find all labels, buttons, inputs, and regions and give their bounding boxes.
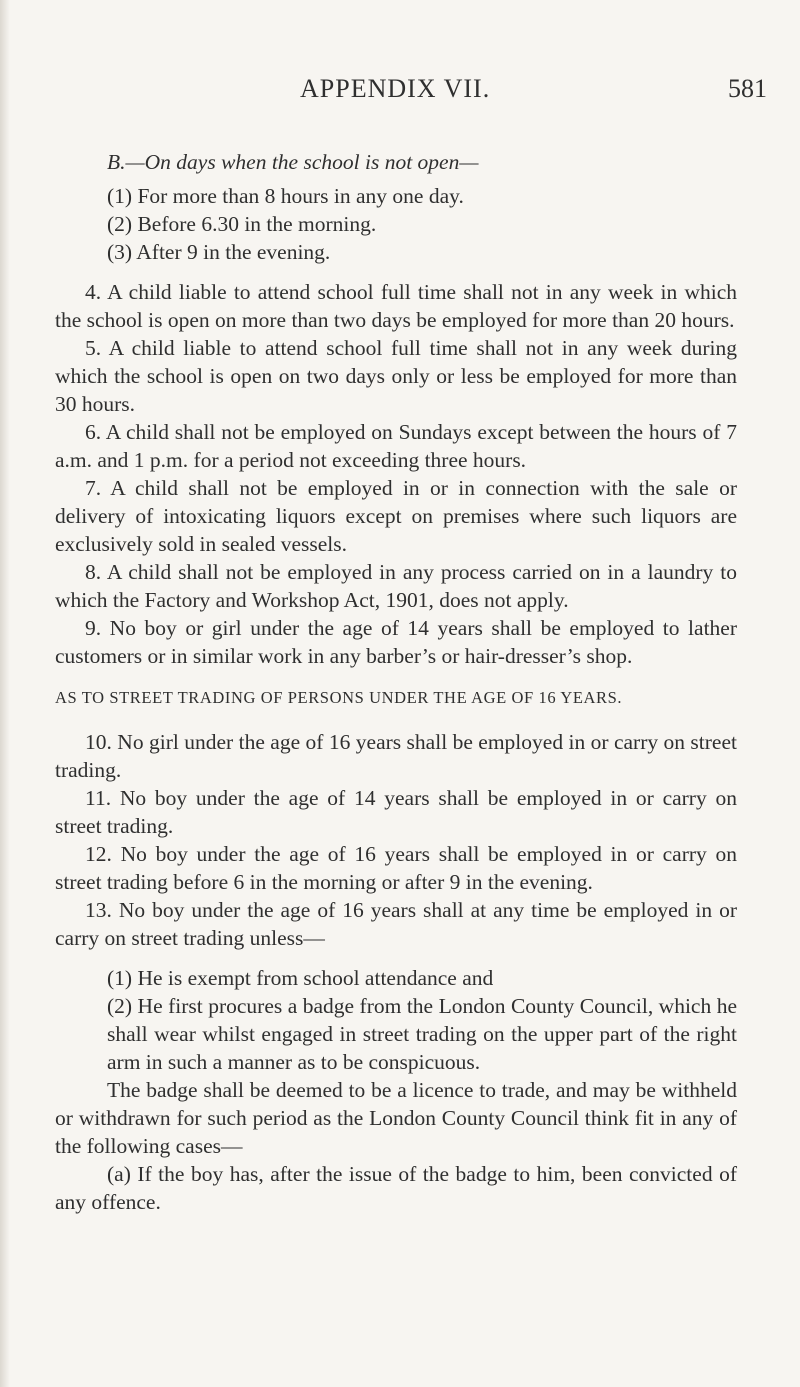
paragraph-5: 5. A child liable to attend school full time shall not in any week during which the school is open on two days only or less be employed for more than 30 hours. <box>55 336 737 416</box>
section-b-list <box>55 182 737 266</box>
page-body <box>55 148 737 1216</box>
list-item: (1) For more than 8 hours in any one day. <box>107 184 464 208</box>
paragraph-10: 10. No girl under the age of 16 years shall be employed in or carry on street trading. <box>55 730 737 782</box>
page-header <box>0 74 800 114</box>
section-b-label: B. <box>107 150 126 174</box>
badge-paragraph: The badge shall be deemed to be a licence to trade, and may be withheld or withdrawn for such period as the London County Council think fit in any of the following cases— <box>55 1078 737 1158</box>
paragraph-7: 7. A child shall not be employed in or in connection with the sale or delivery of intoxicating liquors except on premises where such liquors are exclusively sold in sealed vessels. <box>55 476 737 556</box>
running-title: APPENDIX VII. <box>300 74 491 103</box>
paragraph-9: 9. No boy or girl under the age of 14 years shall be employed to lather customers or in similar work in any barber’s or hair-dresser’s shop. <box>55 616 737 668</box>
paragraph-11: 11. No boy under the age of 14 years shall be employed in or carry on street trading. <box>55 786 737 838</box>
page-number: 581 <box>728 74 767 103</box>
list-item: (2) Before 6.30 in the morning. <box>107 212 377 236</box>
condition-1: (1) He is exempt from school attendance and <box>107 966 494 990</box>
condition-2: (2) He first procures a badge from the London County Council, which he shall wear whilst engaged in street trading on the upper part of the right arm in such a manner as to be conspicuous. <box>107 994 737 1074</box>
conditions-list <box>55 964 737 1076</box>
paragraph-13: 13. No boy under the age of 16 years shall at any time be employed in or carry on street trading unless— <box>55 898 737 950</box>
paragraph-4: 4. A child liable to attend school full time shall not in any week in which the school is open on more than two days be employed for more than 20 hours. <box>55 280 737 332</box>
list-item: (3) After 9 in the evening. <box>107 240 331 264</box>
paragraph-8: 8. A child shall not be employed in any process carried on in a laundry to which the Factory and Workshop Act, 1901, does not apply. <box>55 560 737 612</box>
section-b-heading <box>55 148 737 176</box>
case-a: (a) If the boy has, after the issue of the badge to him, been convicted of any offence. <box>55 1162 737 1214</box>
page-edge <box>0 0 10 1387</box>
paragraph-12: 12. No boy under the age of 16 years shall be employed in or carry on street trading before 6 in the morning or after 9 in the evening. <box>55 842 737 894</box>
paragraph-6: 6. A child shall not be employed on Sundays except between the hours of 7 a.m. and 1 p.m. for a period not exceeding three hours. <box>55 420 737 472</box>
street-trading-heading: AS TO STREET TRADING OF PERSONS UNDER THE AGE OF 16 YEARS. <box>55 688 623 707</box>
section-b-lead: —On days when the school is not open— <box>125 150 479 174</box>
